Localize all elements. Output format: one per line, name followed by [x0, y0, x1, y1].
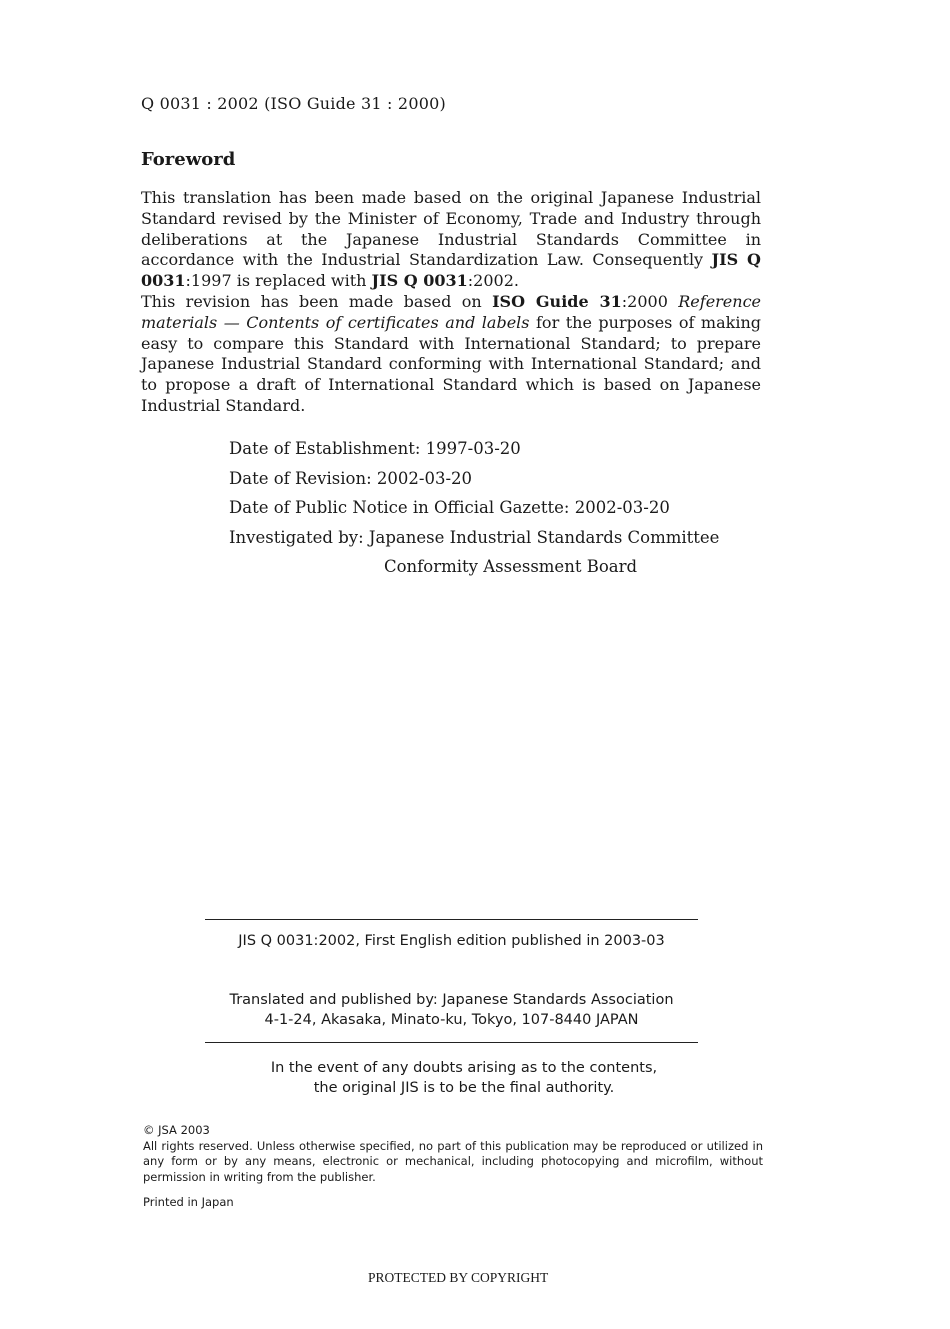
foreword-paragraph-1: [141, 188, 761, 292]
investigated-by: Investigated by: Japanese Industrial Standards Committee: [229, 527, 720, 547]
date-of-public-notice: Date of Public Notice in Official Gazette: 2002-03-20: [229, 498, 670, 517]
text-span: :2000: [621, 291, 679, 311]
divider-bottom: [205, 1042, 698, 1043]
text-span: for the purposes of making easy to compare this Standard with International Standard; to prepare Japanese Industrial Standard conforming with International Standard; and to propose a draft of International Standard which is based on Japanese Industrial Standard.: [141, 312, 762, 415]
standard-reference: JIS Q 0031: [141, 250, 761, 291]
foreword-body: [141, 188, 761, 417]
protected-footer: PROTECTED BY COPYRIGHT: [368, 1270, 549, 1285]
authority-note: [205, 1059, 723, 1098]
standard-reference: JIS Q 0031: [371, 271, 468, 291]
standard-reference: ISO Guide 31: [492, 291, 622, 311]
publisher-line: Translated and published by: Japanese Standards Association: [229, 992, 674, 1008]
text-span: :2002.: [467, 271, 519, 291]
guide-title: Reference materials — Contents of certificates and labels: [141, 291, 762, 332]
text-span: :1997 is replaced with: [185, 271, 372, 291]
authority-line-1: In the event of any doubts arising as to the contents,: [270, 1060, 658, 1076]
printed-in: Printed in Japan: [143, 1195, 234, 1209]
foreword-heading: Foreword: [141, 149, 236, 170]
authority-line-2: the original JIS is to be the final authority.: [313, 1079, 615, 1096]
date-of-revision: Date of Revision: 2002-03-20: [229, 468, 473, 488]
investigated-by-board: Conformity Assessment Board: [384, 557, 638, 576]
text-span: This translation has been made based on the original Japanese Industrial Standard revised by the Minister of Economy, Trade and Industry through deliberations at the Japanese Industrial Standards Committee in accordance with the Industrial Standardization Law. Consequently: [141, 188, 761, 270]
document-code-header: Q 0031 : 2002 (ISO Guide 31 : 2000): [141, 94, 446, 113]
foreword-paragraph-2: [141, 292, 761, 417]
date-of-establishment: Date of Establishment: 1997-03-20: [229, 439, 521, 458]
copyright-symbol-line: © JSA 2003: [143, 1123, 210, 1137]
publisher-address: 4-1-24, Akasaka, Minato-ku, Tokyo, 107-8440 JAPAN: [264, 1011, 639, 1028]
copyright-notice: [143, 1123, 763, 1185]
edition-note: JIS Q 0031:2002, First English edition published in 2003-03: [238, 933, 665, 949]
text-span: This revision has been made based on: [141, 291, 493, 311]
dates-block: [229, 434, 719, 582]
divider-top: [205, 919, 698, 920]
rights-statement: All rights reserved. Unless otherwise specified, no part of this publication may be reproduced or utilized in any form or by any means, electronic or mechanical, including photocopying and microfilm, without permission in writing from the publisher.: [143, 1138, 763, 1184]
publisher-info: [205, 991, 698, 1030]
